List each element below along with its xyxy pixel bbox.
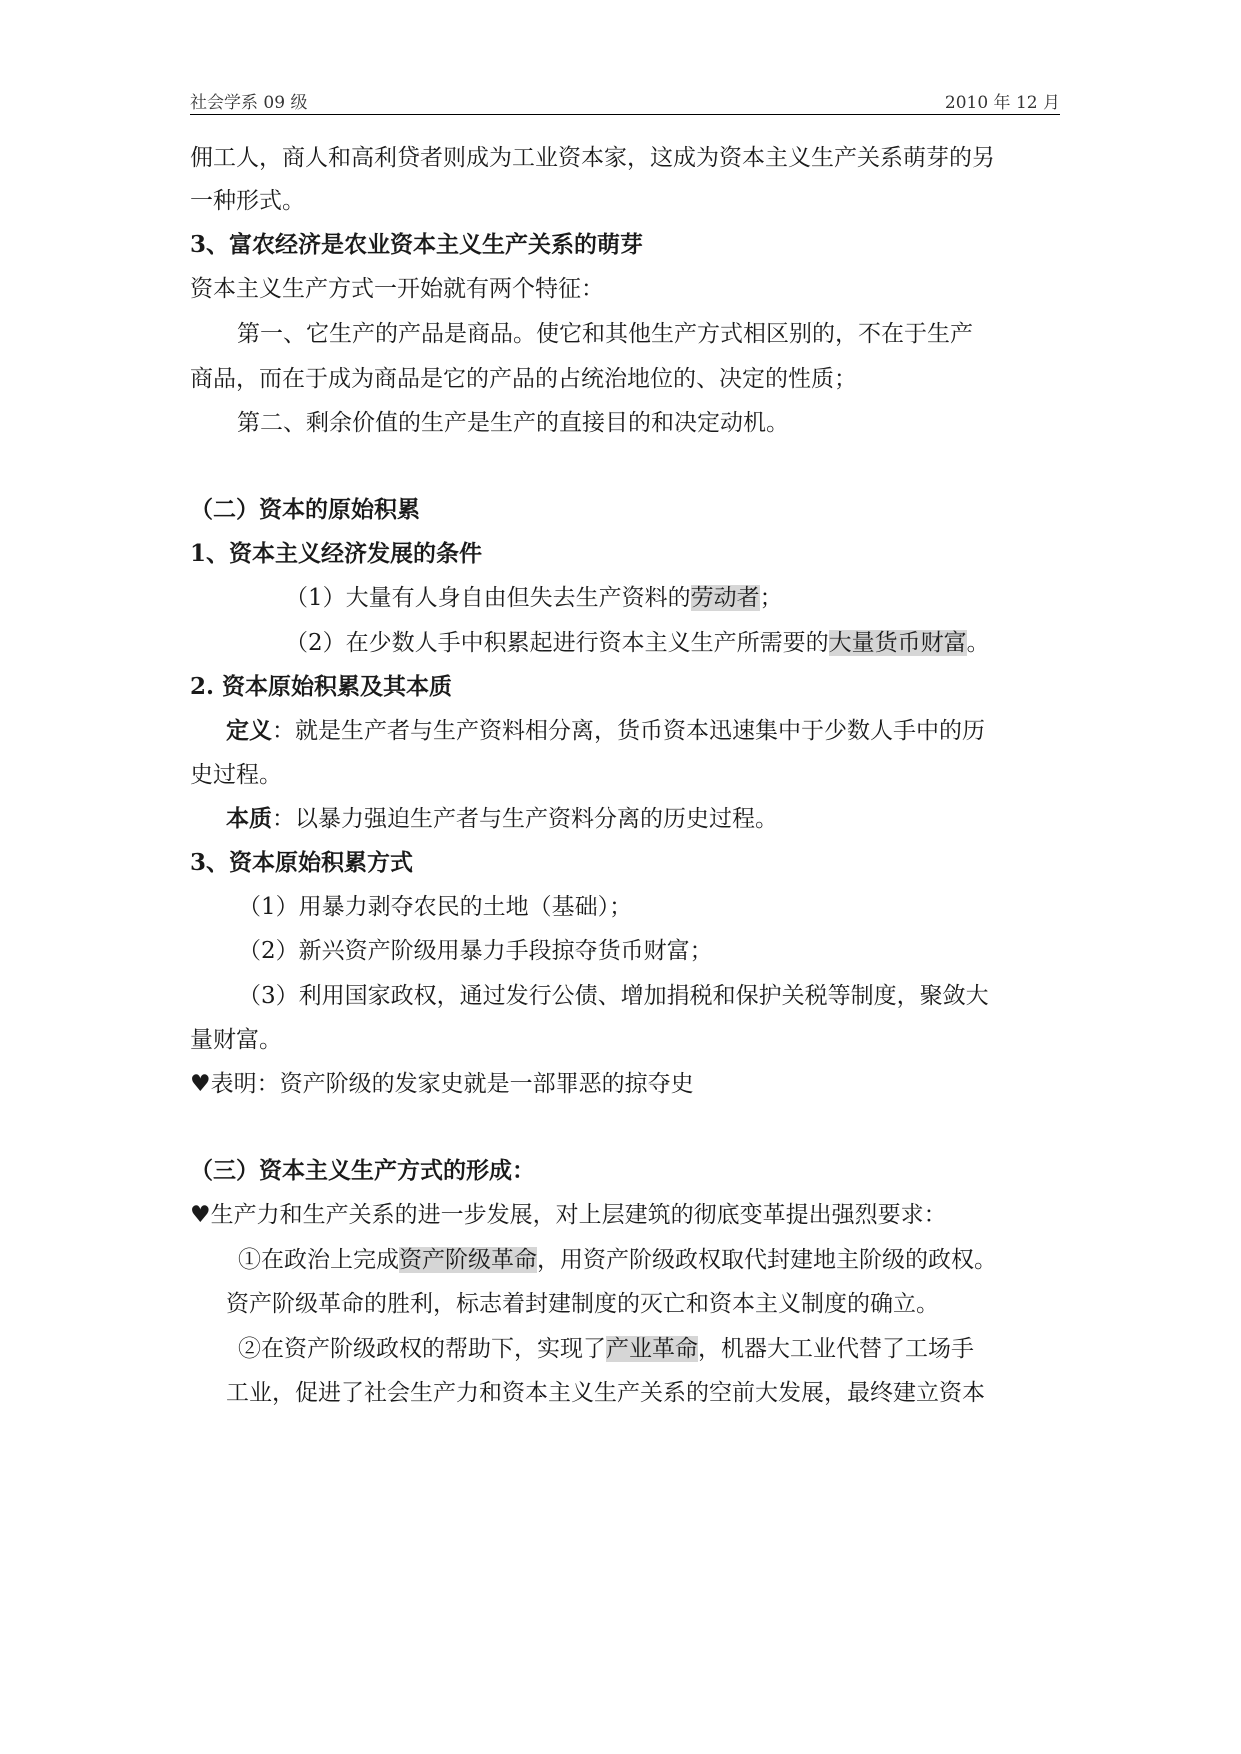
paragraph-line: 第二、剩余价值的生产是生产的直接目的和决定动机。: [237, 410, 789, 436]
note-line: ♥生产力和生产关系的进一步发展，对上层建筑的彻底变革提出强烈要求：: [190, 1202, 947, 1228]
paragraph-line: 佣工人，商人和高利贷者则成为工业资本家，这成为资本主义生产关系萌芽的另: [190, 145, 995, 171]
paragraph-line: 资本主义生产方式一开始就有两个特征：: [190, 276, 604, 302]
list-item: [238, 1242, 997, 1278]
subheading: 1、资本主义经济发展的条件: [190, 540, 483, 567]
page-header: [190, 86, 1060, 115]
list-item: （3）利用国家政权，通过发行公债、增加捐税和保护关税等制度，聚敛大: [238, 983, 989, 1009]
list-item-text: ②在资产阶级政权的帮助下，实现了: [238, 1336, 606, 1362]
list-item: （2）新兴资产阶级用暴力手段掠夺货币财富；: [238, 938, 713, 964]
subheading: 2. 资本原始积累及其本质: [190, 673, 453, 700]
essence-line: [226, 801, 778, 837]
list-item-text: ，机器大工业代替了工场手: [698, 1336, 974, 1362]
list-item-text: ，用资产阶级政权取代封建地主阶级的政权。: [537, 1247, 997, 1273]
paragraph-line: 资产阶级革命的胜利，标志着封建制度的灭亡和资本主义制度的确立。: [226, 1291, 939, 1317]
highlighted-term: 产业革命: [606, 1336, 698, 1362]
section-title: （二）资本的原始积累: [190, 496, 420, 523]
paragraph-line: 第一、它生产的产品是商品。使它和其他生产方式相区别的，不在于生产: [237, 321, 973, 347]
subheading: 3、富农经济是农业资本主义生产关系的萌芽: [190, 231, 644, 258]
definition-text: ：就是生产者与生产资料相分离，货币资本迅速集中于少数人手中的历: [272, 718, 985, 744]
highlighted-term: 大量货币财富: [828, 630, 967, 656]
subheading: 3、资本原始积累方式: [190, 849, 414, 876]
header-date: 2010 年 12 月: [944, 93, 1060, 113]
definition-label: 定义: [226, 717, 272, 744]
list-item-text: （2）在少数人手中积累起进行资本主义生产所需要的: [285, 630, 829, 656]
essence-text: ：以暴力强迫生产者与生产资料分离的历史过程。: [272, 806, 778, 832]
note-line: ♥表明：资产阶级的发家史就是一部罪恶的掠夺史: [190, 1071, 694, 1097]
header-department: 社会学系 09 级: [190, 93, 308, 113]
paragraph-line: 工业，促进了社会生产力和资本主义生产关系的空前大发展，最终建立资本: [226, 1380, 985, 1406]
highlighted-term: 劳动者: [690, 585, 760, 611]
list-item: [285, 625, 990, 661]
list-item: （1）用暴力剥夺农民的土地（基础）；: [238, 894, 633, 920]
definition-line: [226, 713, 985, 749]
list-item-text: ；: [759, 585, 783, 611]
list-item: [285, 580, 783, 616]
paragraph-line: 一种形式。: [190, 188, 305, 214]
paragraph-line: 史过程。: [190, 762, 282, 788]
essence-label: 本质: [226, 805, 272, 832]
section-title: （三）资本主义生产方式的形成：: [190, 1157, 535, 1184]
list-item-text: 。: [966, 630, 990, 656]
list-item: [238, 1331, 974, 1367]
list-item-text: （1）大量有人身自由但失去生产资料的: [285, 585, 691, 611]
paragraph-line: 商品，而在于成为商品是它的产品的占统治地位的、决定的性质；: [190, 366, 857, 392]
paragraph-line: 量财富。: [190, 1027, 282, 1053]
list-item-text: ①在政治上完成: [238, 1247, 399, 1273]
highlighted-term: 资产阶级革命: [399, 1247, 537, 1273]
